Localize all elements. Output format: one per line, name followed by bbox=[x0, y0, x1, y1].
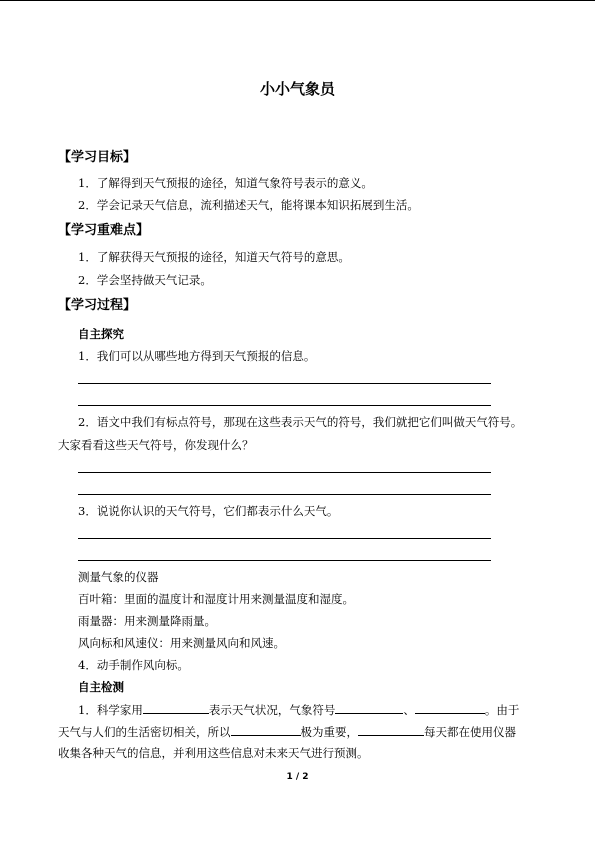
section-heading-goals: 【学习目标】 bbox=[58, 150, 137, 165]
page-number: 1 / 2 bbox=[286, 772, 309, 782]
answer-line bbox=[78, 494, 491, 495]
question-2-continued: 大家看看这些天气符号，你发现什么？ bbox=[58, 438, 254, 452]
check-question-1-line3: 收集各种天气的信息，并利用这些信息对未来天气进行预测。 bbox=[58, 746, 369, 760]
instrument-item-1: 百叶箱：里面的温度计和湿度计用来测量温度和湿度。 bbox=[78, 592, 354, 606]
instruments-heading: 测量气象的仪器 bbox=[78, 570, 159, 584]
question-4: 4．动手制作风向标。 bbox=[78, 658, 189, 672]
subheading-explore: 自主探究 bbox=[78, 327, 124, 341]
section-heading-process: 【学习过程】 bbox=[58, 298, 137, 313]
check-text: 极为重要， bbox=[300, 725, 358, 739]
answer-line bbox=[78, 383, 491, 384]
answer-line bbox=[78, 405, 491, 406]
page-title: 小小气象员 bbox=[259, 80, 335, 98]
answer-line bbox=[78, 538, 491, 539]
answer-line bbox=[78, 472, 491, 473]
check-text: 表示天气状况，气象符号 bbox=[208, 703, 336, 717]
instrument-item-3: 风向标和风速仪：用来测量风向和风速。 bbox=[78, 636, 285, 650]
fill-blank[interactable] bbox=[358, 723, 424, 736]
check-text: 天气与人们的生活密切相关，所以 bbox=[58, 725, 231, 739]
check-text: 。由于 bbox=[484, 703, 520, 717]
section-heading-keypoints: 【学习重难点】 bbox=[58, 223, 150, 238]
fill-blank[interactable] bbox=[335, 701, 403, 714]
check-text: 每天都在使用仪器 bbox=[424, 725, 516, 739]
question-3: 3．说说你认识的天气符号，它们都表示什么天气。 bbox=[78, 504, 339, 518]
page-top-border bbox=[0, 0, 595, 1]
subheading-check: 自主检测 bbox=[78, 680, 124, 694]
fill-blank[interactable] bbox=[143, 701, 209, 714]
check-question-1-line1 bbox=[78, 701, 519, 718]
question-2: 2．语文中我们有标点符号，那现在这些表示天气的符号，我们就把它们叫做天气符号。 bbox=[78, 415, 523, 429]
goal-item-1: 1．了解得到天气预报的途径，知道气象符号表示的意义。 bbox=[78, 176, 373, 190]
fill-blank[interactable] bbox=[231, 723, 301, 736]
check-text: 1．科学家用 bbox=[78, 703, 143, 717]
fill-blank[interactable] bbox=[415, 701, 485, 714]
instrument-item-2: 雨量器：用来测量降雨量。 bbox=[78, 614, 216, 628]
answer-line bbox=[78, 560, 491, 561]
question-1: 1．我们可以从哪些地方得到天气预报的信息。 bbox=[78, 349, 316, 363]
keypoint-item-1: 1．了解获得天气预报的途径，知道天气符号的意思。 bbox=[78, 250, 350, 264]
check-question-1-line2 bbox=[58, 723, 516, 740]
check-text: 、 bbox=[403, 703, 415, 717]
goal-item-2: 2．学会记录天气信息，流利描述天气，能将课本知识拓展到生活。 bbox=[78, 198, 419, 212]
keypoint-item-2: 2．学会坚持做天气记录。 bbox=[78, 273, 212, 287]
